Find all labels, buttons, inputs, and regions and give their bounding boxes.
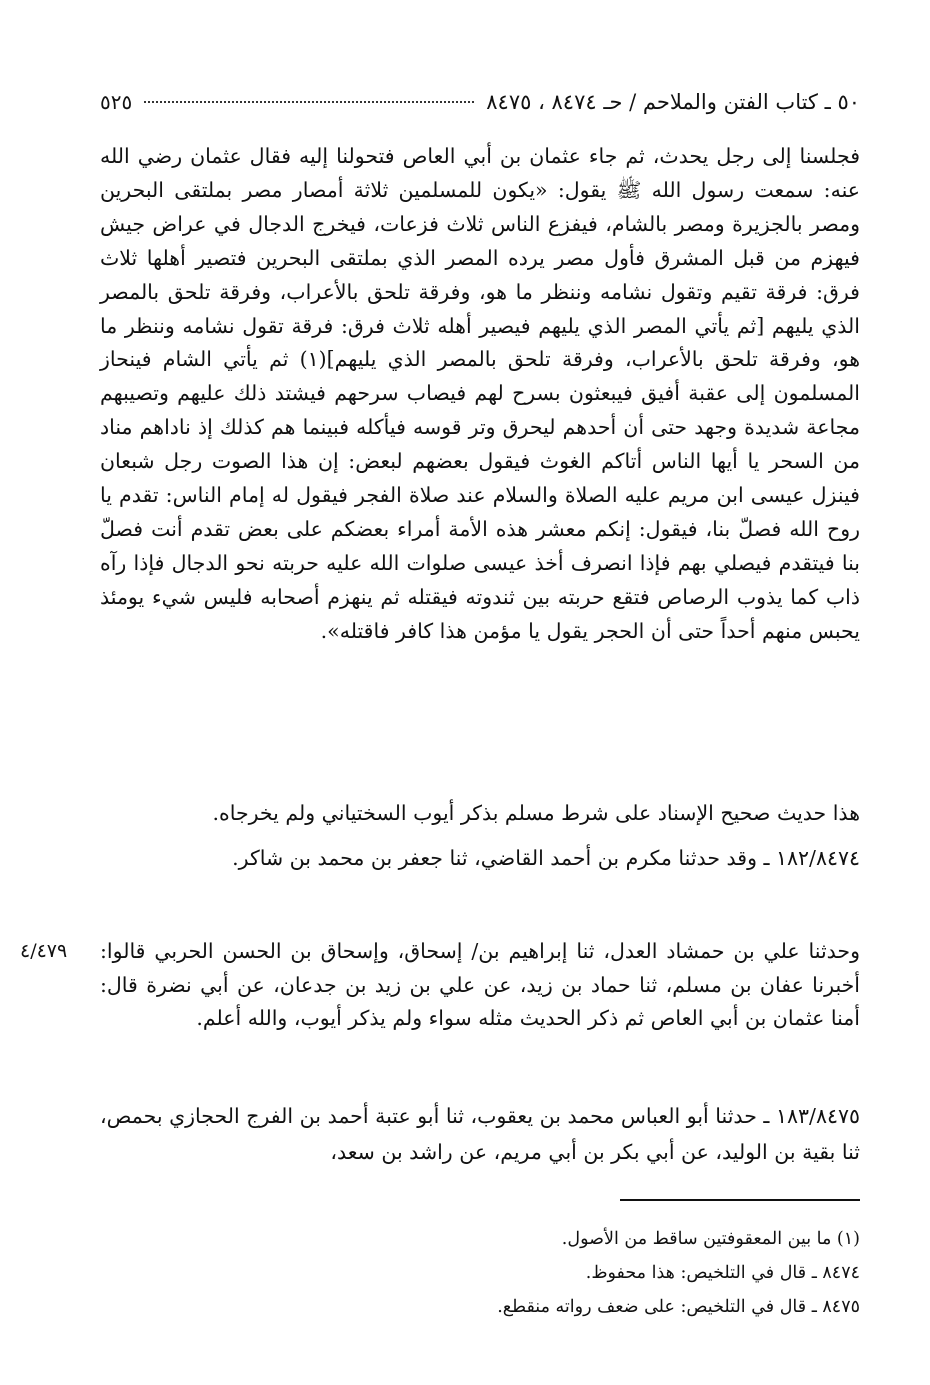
page-number: ٥٢٥ — [100, 90, 133, 114]
hadith-8474-chain: ١٨٢/٨٤٧٤ ـ وقد حدثنا مكرم بن أحمد القاضي، ثنا جعفر بن محمد بن شاكر. — [232, 846, 860, 870]
leader-dots — [144, 101, 474, 103]
page-header — [100, 86, 860, 118]
margin-reference: ٤/٤٧٩ — [20, 940, 68, 962]
running-title: ٥٠ ـ كتاب الفتن والملاحم / حـ ٨٤٧٤ ، ٨٤٧٥ — [486, 90, 860, 114]
footnote-item: ٨٤٧٤ ـ قال في التلخيص: هذا محفوظ. — [585, 1263, 860, 1283]
hadith-text: فجلسنا إلى رجل يحدث، ثم جاء عثمان بن أبي العاص فتحولنا إليه فقال عثمان رضي الله عنه: سمعت رسول الله ﷺ يقول: «يكون للمسلمين ثلاثة أمصار مصر بملتقى البحرين ومصر بالجزيرة ومصر بالشام، فيفزع الناس ثلاث فزعات، فيخرج الدجال في عراض جيش فيهزم من قبل المشرق فأول مصر يرده المصر الذي بملتقى البحرين فتصير أهلها ثلاث فرق: فرقة تقيم وتقول نشامه وننظر ما هو، وفرقة تلحق بالأعراب، وفرقة تلحق بالمصر الذي يليهم [ثم يأتي المصر الذي يليهم فيصير أهله ثلاث فرق: فرقة تقول نشامه وننظر ما هو، وفرقة تلحق بالأعراب، وفرقة تلحق بالمصر الذي يليهم](١) ثم يأتي الشام فينحاز المسلمون إلى عقبة أفيق فيبعثون بسرح لهم فيصاب سرحهم فيشتد ذلك عليهم وتصيبهم مجاعة شديدة وجهد حتى أن أحدهم ليحرق وتر قوسه فيأكله فبينما هم كذلك إذ ناداهم مناد من السحر يا أيها الناس أتاكم الغوث فيقول بعضهم لبعض: إن هذا الصوت رجل شبعان فينزل عيسى ابن مريم عليه الصلاة والسلام عند صلاة الفجر فيقول له إمام الناس: تقدم يا روح الله فصلّ بنا، فيقول: إنكم معشر هذه الأمة أمراء بعضكم على بعض تقدم أنت فصلّ بنا فيتقدم فيصلي بهم فإذا انصرف أخذ عيسى صلوات الله عليه حربته نحو الدجال فإذا رآه ذاب كما يذوب الرصاص فتقع حربته بين ثندوته فيقتله ثم ينهزم أصحابه فليس شيء يومئذ يحبس منهم أحداً حتى أن الحجر يقول يا مؤمن هذا كافر فاقتله». — [100, 144, 861, 643]
hadith-8475-chain: ١٨٣/٨٤٧٥ ـ حدثنا أبو العباس محمد بن يعقوب، ثنا أبو عتبة أحمد بن الفرج الحجازي بحمص، ثنا بقية بن الوليد، عن أبي بكر بن أبي مريم، عن راشد بن سعد، — [100, 1104, 860, 1164]
footnote-divider — [620, 1199, 860, 1201]
footnotes — [300, 1222, 860, 1324]
footnote-item: ٨٤٧٥ ـ قال في التلخيص: على ضعف رواته منقطع. — [497, 1297, 860, 1317]
footnote-item: (١) ما بين المعقوفتين ساقط من الأصول. — [561, 1229, 860, 1249]
hadith-8474-text: وحدثنا علي بن حمشاد العدل، ثنا إبراهيم بن/ إسحاق، وإسحاق بن الحسن الحربي قالوا: أخبرنا عفان بن مسلم، ثنا حماد بن زيد، عن علي بن زيد بن جدعان، عن أبي نضرة قال: أمنا عثمان بن أبي العاص ثم ذكر الحديث مثله سواء ولم يذكر أيوب، والله أعلم. — [100, 939, 860, 1030]
authentication-note: هذا حديث صحيح الإسناد على شرط مسلم بذكر أيوب السختياني ولم يخرجاه. — [212, 801, 860, 825]
